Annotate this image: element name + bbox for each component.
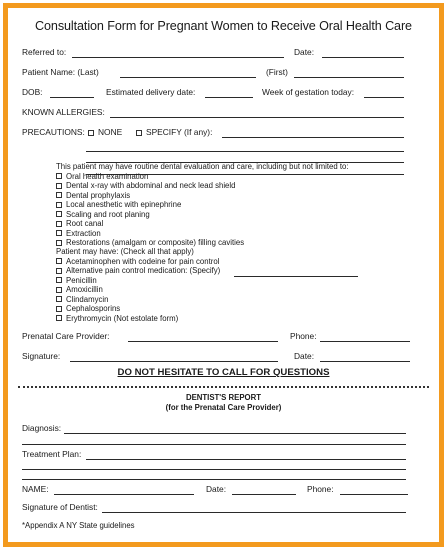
- referred-to-label: Referred to:: [22, 47, 67, 57]
- medication-option-item[interactable]: [56, 257, 220, 267]
- care-option-label: Scaling and root planing: [66, 209, 150, 219]
- treatment-field[interactable]: [86, 448, 406, 460]
- treatment-line-2[interactable]: [22, 469, 406, 470]
- meds-list: [56, 257, 220, 324]
- care-option-item[interactable]: [56, 210, 349, 220]
- care-list: [56, 172, 349, 248]
- report-subtitle: (for the Prenatal Care Provider): [165, 403, 282, 412]
- medication-option-checkbox[interactable]: [56, 268, 62, 274]
- footnote: *Appendix A NY State guidelines: [22, 521, 135, 530]
- care-option-checkbox[interactable]: [56, 173, 62, 179]
- prenatal-field[interactable]: [128, 330, 278, 342]
- care-option-item[interactable]: [56, 229, 349, 239]
- none-option[interactable]: [88, 126, 122, 138]
- patient-last-label: Patient Name: (Last): [22, 67, 99, 77]
- treatment-label: Treatment Plan:: [22, 449, 82, 459]
- specify-checkbox[interactable]: [136, 130, 142, 136]
- medication-option-item[interactable]: [56, 266, 220, 276]
- meds-intro: Patient may have: (Check all that apply): [56, 247, 194, 256]
- provider-date-label: Date:: [294, 351, 315, 361]
- care-option-label: Restorations (amalgam or composite) filling cavities: [66, 238, 245, 247]
- dentist-signature-label: Signature of Dentist:: [22, 502, 98, 512]
- medication-option-item[interactable]: [56, 276, 220, 286]
- medication-option-item[interactable]: [56, 285, 220, 295]
- delivery-label: Estimated delivery date:: [106, 87, 196, 97]
- precautions-label: PRECAUTIONS:: [22, 127, 85, 137]
- gestation-label: Week of gestation today:: [262, 87, 355, 97]
- care-option-item[interactable]: [56, 172, 349, 182]
- date-label: Date:: [294, 47, 315, 57]
- provider-date-field[interactable]: [320, 350, 410, 362]
- patient-last-field[interactable]: [120, 66, 256, 78]
- specify-label: SPECIFY (If any):: [146, 127, 213, 137]
- medication-option-checkbox[interactable]: [56, 315, 62, 321]
- patient-name-row: [22, 66, 427, 80]
- medication-option-label: Cephalosporins: [66, 304, 121, 313]
- care-option-label: Extraction: [66, 228, 101, 238]
- care-option-checkbox[interactable]: [56, 230, 62, 236]
- dentist-signature-field[interactable]: [102, 501, 406, 513]
- patient-first-field[interactable]: [294, 66, 404, 78]
- precautions-row: [22, 126, 427, 140]
- delivery-field[interactable]: [205, 86, 253, 98]
- medication-option-checkbox[interactable]: [56, 296, 62, 302]
- dob-row: [22, 86, 427, 100]
- care-intro: This patient may have routine dental evaluation and care, including but not limited to:: [56, 162, 349, 171]
- provider-signature-row: [22, 350, 427, 364]
- provider-signature-field[interactable]: [70, 350, 278, 362]
- allergies-label: KNOWN ALLERGIES:: [22, 107, 105, 117]
- medication-option-checkbox[interactable]: [56, 287, 62, 293]
- dentist-signature-row: [22, 501, 427, 515]
- patient-first-label: (First): [266, 67, 288, 77]
- medication-option-label: Alternative pain control medication: (Specify): [66, 266, 221, 275]
- report-title: DENTIST'S REPORT: [185, 393, 262, 402]
- none-checkbox[interactable]: [88, 130, 94, 136]
- care-option-checkbox[interactable]: [56, 202, 62, 208]
- allergies-row: [22, 106, 427, 120]
- medication-option-label: Erythromycin (Not estolate form): [66, 313, 179, 323]
- prenatal-row: [22, 330, 427, 344]
- medication-option-item[interactable]: [56, 304, 220, 314]
- dentist-name-label: NAME:: [22, 484, 49, 494]
- medication-option-item[interactable]: [56, 295, 220, 305]
- care-option-checkbox[interactable]: [56, 211, 62, 217]
- dentist-date-label: Date:: [206, 484, 227, 494]
- provider-phone-label: Phone:: [290, 331, 317, 341]
- none-label: NONE: [98, 127, 123, 137]
- consultation-form: [3, 3, 444, 547]
- care-option-label: Local anesthetic with epinephrine: [66, 200, 182, 209]
- dentist-phone-label: Phone:: [307, 484, 334, 494]
- dob-label: DOB:: [22, 87, 43, 97]
- care-option-label: Root canal: [66, 219, 104, 228]
- prenatal-label: Prenatal Care Provider:: [22, 331, 110, 341]
- allergies-field[interactable]: [110, 106, 404, 118]
- dob-field[interactable]: [50, 86, 94, 98]
- medication-option-item[interactable]: [56, 314, 220, 324]
- referred-to-field[interactable]: [72, 46, 284, 58]
- specify-option[interactable]: [136, 126, 212, 138]
- precautions-line-2[interactable]: [86, 151, 404, 152]
- medication-option-checkbox[interactable]: [56, 306, 62, 312]
- dentist-name-field[interactable]: [54, 483, 194, 495]
- dentist-info-row: [22, 483, 427, 497]
- medication-option-label: Penicillin: [66, 275, 97, 285]
- care-option-item[interactable]: [56, 200, 349, 210]
- call-notice: DO NOT HESITATE TO CALL FOR QUESTIONS: [117, 367, 330, 378]
- care-option-label: Dental x-ray with abdominal and neck lead shield: [66, 181, 236, 190]
- care-option-checkbox[interactable]: [56, 240, 62, 246]
- form-title: Consultation Form for Pregnant Women to Receive Oral Health Care: [35, 19, 412, 33]
- care-option-item[interactable]: [56, 181, 349, 191]
- treatment-line-3[interactable]: [22, 479, 406, 480]
- medication-option-label: Acetaminophen with codeine for pain control: [66, 256, 220, 266]
- referred-row: [22, 46, 427, 60]
- care-section: [56, 162, 349, 248]
- medication-option-label: Amoxicillin: [66, 285, 103, 294]
- medication-option-checkbox[interactable]: [56, 277, 62, 283]
- diagnosis-label: Diagnosis:: [22, 423, 62, 433]
- medication-option-label: Clindamycin: [66, 294, 109, 304]
- diagnosis-field[interactable]: [64, 422, 406, 434]
- treatment-row: [22, 448, 427, 462]
- specify-field[interactable]: [222, 126, 404, 138]
- medication-option-checkbox[interactable]: [56, 258, 62, 264]
- meds-section: [56, 247, 220, 323]
- care-option-item[interactable]: [56, 219, 349, 229]
- gestation-field[interactable]: [364, 86, 404, 98]
- diagnosis-line-2[interactable]: [22, 444, 406, 445]
- provider-phone-field[interactable]: [320, 330, 410, 342]
- care-option-item[interactable]: [56, 191, 349, 201]
- diagnosis-row: [22, 422, 427, 436]
- care-option-checkbox[interactable]: [56, 192, 62, 198]
- date-field[interactable]: [322, 46, 404, 58]
- alt-medication-field[interactable]: [234, 276, 358, 277]
- care-option-label: Oral health examination: [66, 171, 149, 181]
- provider-signature-label: Signature:: [22, 351, 61, 361]
- dentist-phone-field[interactable]: [340, 483, 408, 495]
- cut-divider: [18, 386, 429, 388]
- care-option-checkbox[interactable]: [56, 221, 62, 227]
- dentist-date-field[interactable]: [232, 483, 296, 495]
- care-option-checkbox[interactable]: [56, 183, 62, 189]
- care-option-label: Dental prophylaxis: [66, 190, 131, 200]
